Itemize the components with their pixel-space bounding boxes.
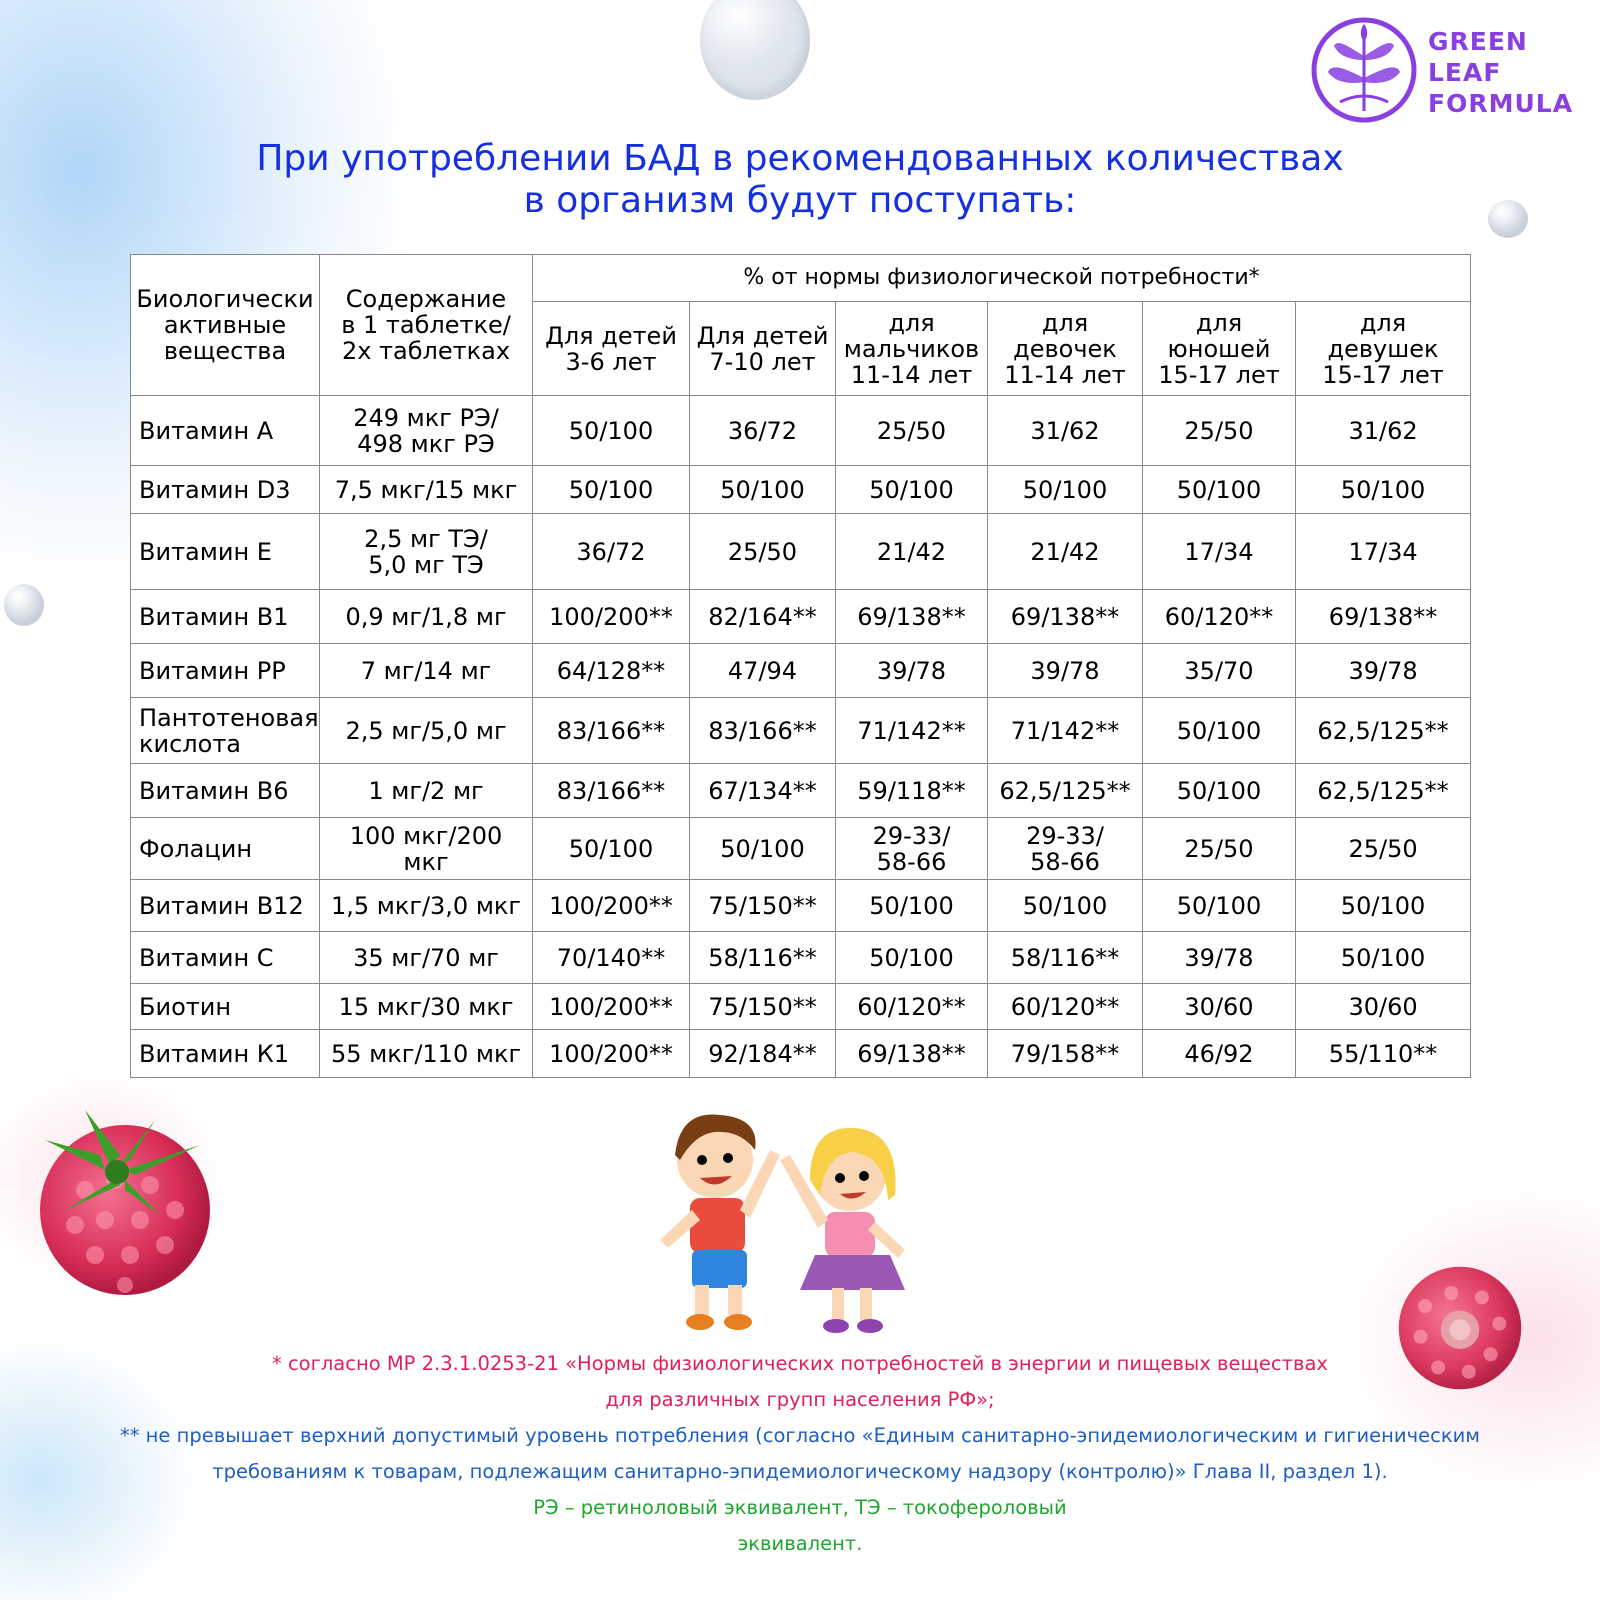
content-cell (320, 514, 533, 590)
percent-cell (988, 1030, 1143, 1078)
percent-cell (836, 1030, 988, 1078)
cell-line: 100/200** (549, 1039, 673, 1068)
cell-line: 75/150** (708, 992, 817, 1021)
cell-line: 50/100 (568, 475, 654, 504)
header-line: девочек (1013, 334, 1117, 363)
percent-cell (533, 1030, 690, 1078)
cell-line: Биотин (139, 992, 232, 1021)
table-row (131, 396, 1471, 466)
cell-line: 50/100 (720, 834, 805, 863)
content-cell (320, 1030, 533, 1078)
cell-line: 64/128** (556, 656, 666, 685)
cell-line: 50/100 (869, 475, 954, 504)
brand-name (1428, 26, 1573, 119)
girl-figure (780, 1128, 905, 1333)
table-row (131, 764, 1471, 818)
table-row (131, 818, 1471, 880)
cell-line: 249 мкг РЭ/ (353, 403, 499, 432)
footnote-line: ** не превышает верхний допустимый уровень потребления (согласно «Единым санитарно-эпидемиологическим и гигиеническим (119, 1424, 1480, 1447)
percent-cell (1143, 932, 1296, 984)
percent-cell (988, 466, 1143, 514)
percent-cell (690, 880, 836, 932)
cell-line: 5,0 мг ТЭ (368, 550, 484, 579)
header-line: 15-17 лет (1158, 360, 1280, 389)
percent-cell (533, 764, 690, 818)
header-line: Содержание (345, 285, 507, 313)
header-group (988, 302, 1143, 396)
cell-line: 50/100 (1340, 475, 1426, 504)
percent-cell (1143, 818, 1296, 880)
cell-line: 1,5 мкг/3,0 мкг (330, 891, 522, 920)
percent-cell (1143, 1030, 1296, 1078)
substance-cell (131, 514, 320, 590)
cell-line: Фолацин (139, 834, 253, 863)
percent-cell (988, 764, 1143, 818)
table-row (131, 932, 1471, 984)
cell-line: 100 мкг/200 мкг (349, 821, 503, 876)
cell-line: 30/60 (1348, 992, 1418, 1021)
cell-line: 50/100 (1022, 891, 1108, 920)
cell-line: 498 мкг РЭ (357, 429, 495, 458)
cell-line: 39/78 (876, 656, 947, 685)
cell-line: 75/150** (708, 891, 817, 920)
footnote-line: РЭ – ретиноловый эквивалент, ТЭ – токофероловый (533, 1496, 1067, 1519)
brand-word: GREEN (1428, 27, 1528, 56)
percent-cell (836, 932, 988, 984)
cell-line: 46/92 (1184, 1039, 1254, 1068)
cell-line: 7 мг/14 мг (360, 656, 492, 685)
cell-line: 30/60 (1184, 992, 1254, 1021)
cell-line: 21/42 (1030, 537, 1100, 566)
cell-line: 21/42 (876, 537, 947, 566)
cell-line: 17/34 (1348, 537, 1418, 566)
footnotes (0, 1346, 1600, 1562)
substance-cell (131, 984, 320, 1030)
substance-cell (131, 644, 320, 698)
header-line: 3-6 лет (565, 347, 657, 376)
nutrient-table (130, 254, 1471, 1078)
footnote-line: эквивалент. (737, 1532, 863, 1555)
cell-line: 58-66 (1030, 847, 1100, 876)
boy-figure (660, 1115, 780, 1331)
water-drop-decoration (700, 0, 810, 100)
percent-cell (1143, 644, 1296, 698)
substance-cell (131, 764, 320, 818)
percent-cell (1296, 514, 1471, 590)
percent-cell (988, 514, 1143, 590)
page-title (100, 138, 1500, 222)
cell-line: 83/166** (556, 716, 666, 745)
percent-cell (690, 984, 836, 1030)
cell-line: 58/116** (1010, 943, 1120, 972)
cell-line: 69/138** (857, 1039, 966, 1068)
header-group (1143, 302, 1296, 396)
cell-line: 100/200** (549, 992, 673, 1021)
cell-line: 50/100 (869, 891, 954, 920)
percent-cell (836, 698, 988, 764)
cell-line: 62,5/125** (999, 776, 1131, 805)
water-drop-decoration (4, 584, 44, 626)
percent-cell (836, 984, 988, 1030)
cell-line: 39/78 (1030, 656, 1100, 685)
cell-line: 55 мкг/110 мкг (330, 1039, 522, 1068)
cell-line: 50/100 (869, 943, 954, 972)
percent-cell (836, 466, 988, 514)
cell-line: 100/200** (549, 891, 673, 920)
cell-line: 35 мг/70 мг (353, 943, 499, 972)
cell-line: 25/50 (1184, 416, 1254, 445)
percent-cell (988, 698, 1143, 764)
header-line: мальчиков (843, 334, 980, 363)
header-line: Биологически (136, 285, 314, 313)
percent-cell (988, 644, 1143, 698)
cell-line: 17/34 (1184, 537, 1254, 566)
substance-cell (131, 396, 320, 466)
content-cell (320, 880, 533, 932)
percent-cell (988, 590, 1143, 644)
percent-cell (836, 818, 988, 880)
cell-line: 1 мг/2 мг (368, 776, 484, 805)
header-group (1296, 302, 1471, 396)
header-percent: % от нормы физиологической потребности* (533, 255, 1471, 302)
leaf-logo-icon (1310, 16, 1418, 124)
cell-line: Витамин D3 (139, 475, 291, 504)
cell-line: кислота (139, 729, 241, 758)
cell-line: 60/120** (1010, 992, 1120, 1021)
percent-cell (1143, 984, 1296, 1030)
brand-logo (1310, 16, 1590, 124)
percent-cell (988, 396, 1143, 466)
header-line: для (1359, 308, 1407, 337)
cell-line: 55/110** (1328, 1039, 1438, 1068)
header-line: для (1041, 308, 1089, 337)
percent-cell (690, 590, 836, 644)
cell-line: 71/142** (857, 716, 966, 745)
cell-line: Витамин К1 (139, 1039, 290, 1068)
title-line: При употреблении БАД в рекомендованных количествах (256, 138, 1344, 179)
substance-cell (131, 698, 320, 764)
table-row (131, 1030, 1471, 1078)
percent-cell (988, 984, 1143, 1030)
header-line: 11-14 лет (1004, 360, 1126, 389)
percent-cell (533, 932, 690, 984)
table-row (131, 590, 1471, 644)
table-row (131, 698, 1471, 764)
percent-cell (1296, 396, 1471, 466)
brand-word: FORMULA (1428, 89, 1574, 118)
header-group (533, 302, 690, 396)
cell-line: 0,9 мг/1,8 мг (345, 602, 507, 631)
footnote-line: * согласно МР 2.3.1.0253-21 «Нормы физиологических потребностей в энергии и пищевых веществах (272, 1352, 1328, 1375)
percent-cell (533, 984, 690, 1030)
cell-line: 62,5/125** (1317, 776, 1449, 805)
cell-line: 82/164** (708, 602, 817, 631)
percent-cell (836, 396, 988, 466)
substance-cell (131, 1030, 320, 1078)
header-line: для (1195, 308, 1243, 337)
percent-cell (1143, 396, 1296, 466)
table-row (131, 880, 1471, 932)
cell-line: 35/70 (1184, 656, 1254, 685)
cell-line: 50/100 (1176, 475, 1262, 504)
table-row (131, 466, 1471, 514)
substance-cell (131, 818, 320, 880)
percent-cell (1143, 466, 1296, 514)
cell-line: 71/142** (1010, 716, 1120, 745)
cell-line: 25/50 (1184, 834, 1254, 863)
header-line: 2х таблетках (341, 337, 511, 365)
percent-cell (690, 466, 836, 514)
content-cell (320, 764, 533, 818)
cell-line: Витамин В12 (139, 891, 304, 920)
percent-cell (1296, 932, 1471, 984)
cell-line: 100/200** (549, 602, 673, 631)
cell-line: 69/138** (1328, 602, 1438, 631)
cell-line: 36/72 (727, 416, 798, 445)
content-cell (320, 932, 533, 984)
percent-cell (690, 514, 836, 590)
substance-cell (131, 932, 320, 984)
content-cell (320, 644, 533, 698)
header-line: 15-17 лет (1322, 360, 1444, 389)
cell-line: 58-66 (876, 847, 947, 876)
cell-line: 29-33/ (1026, 821, 1104, 850)
cell-line: 50/100 (568, 416, 654, 445)
percent-cell (836, 590, 988, 644)
cell-line: 69/138** (857, 602, 966, 631)
header-line: Для детей (696, 321, 829, 350)
content-cell (320, 818, 533, 880)
cell-line: 50/100 (1340, 891, 1426, 920)
percent-cell (1296, 818, 1471, 880)
footnote-line: требованиям к товарам, подлежащим санитарно-эпидемиологическому надзору (контролю)» Глава II, раздел 1). (212, 1460, 1388, 1483)
percent-cell (1296, 644, 1471, 698)
header-line: в 1 таблетке/ (341, 311, 511, 339)
cell-line: 60/120** (1164, 602, 1274, 631)
percent-cell (1296, 764, 1471, 818)
content-cell (320, 984, 533, 1030)
percent-cell (988, 932, 1143, 984)
cell-line: 59/118** (857, 776, 966, 805)
percent-cell (533, 514, 690, 590)
cell-line: 70/140** (556, 943, 666, 972)
content-cell (320, 396, 533, 466)
percent-cell (1296, 880, 1471, 932)
percent-cell (533, 698, 690, 764)
cell-line: 7,5 мкг/15 мкг (334, 475, 518, 504)
percent-cell (836, 880, 988, 932)
percent-cell (690, 1030, 836, 1078)
cell-line: Витамин Е (139, 537, 272, 566)
cell-line: 50/100 (1022, 475, 1108, 504)
cell-line: 79/158** (1010, 1039, 1120, 1068)
cell-line: 39/78 (1348, 656, 1418, 685)
cell-line: 62,5/125** (1317, 716, 1449, 745)
raspberry-icon (25, 1100, 225, 1300)
percent-cell (1143, 698, 1296, 764)
percent-cell (533, 396, 690, 466)
cell-line: Пантотеновая (139, 703, 319, 732)
table-body (131, 396, 1471, 1078)
content-cell (320, 590, 533, 644)
percent-cell (1296, 984, 1471, 1030)
percent-cell (690, 764, 836, 818)
percent-cell (988, 880, 1143, 932)
percent-cell (1296, 1030, 1471, 1078)
header-line: активные (163, 311, 287, 339)
content-cell (320, 698, 533, 764)
cell-line: 50/100 (568, 834, 654, 863)
cell-line: Витамин РР (139, 656, 286, 685)
cell-line: 67/134** (708, 776, 817, 805)
table-row (131, 514, 1471, 590)
table-row (131, 984, 1471, 1030)
percent-cell (690, 644, 836, 698)
percent-cell (533, 590, 690, 644)
percent-cell (690, 932, 836, 984)
cell-line: 92/184** (708, 1039, 817, 1068)
title-line: в организм будут поступать: (523, 180, 1077, 221)
cell-line: 60/120** (857, 992, 966, 1021)
substance-cell (131, 466, 320, 514)
cell-line: 29-33/ (872, 821, 951, 850)
cell-line: 50/100 (1176, 716, 1262, 745)
percent-cell (533, 644, 690, 698)
cell-line: 69/138** (1010, 602, 1120, 631)
cell-line: 31/62 (1348, 416, 1418, 445)
header-line: вещества (163, 337, 287, 365)
cell-line: 31/62 (1030, 416, 1100, 445)
cell-line: Витамин А (139, 416, 274, 445)
percent-cell (1296, 466, 1471, 514)
percent-cell (690, 396, 836, 466)
cell-line: 50/100 (1176, 776, 1262, 805)
header-content (320, 255, 533, 396)
table-row (131, 644, 1471, 698)
percent-cell (836, 644, 988, 698)
cell-line: 50/100 (720, 475, 805, 504)
percent-cell (1143, 880, 1296, 932)
percent-cell (1143, 764, 1296, 818)
cell-line: 83/166** (556, 776, 666, 805)
brand-word: LEAF (1428, 58, 1502, 87)
substance-cell (131, 880, 320, 932)
percent-cell (1296, 698, 1471, 764)
cell-line: 36/72 (576, 537, 646, 566)
cell-line: 25/50 (727, 537, 798, 566)
percent-cell (1143, 514, 1296, 590)
header-line: для (888, 308, 935, 337)
substance-cell (131, 590, 320, 644)
cell-line: 15 мкг/30 мкг (338, 992, 514, 1021)
dancing-children-illustration (620, 1100, 980, 1340)
cell-line: 25/50 (1348, 834, 1418, 863)
header-line: 11-14 лет (850, 360, 973, 389)
percent-cell (1296, 590, 1471, 644)
percent-cell (690, 698, 836, 764)
cell-line: 50/100 (1176, 891, 1262, 920)
percent-cell (690, 818, 836, 880)
cell-line: Витамин С (139, 943, 274, 972)
header-line: девушек (1327, 334, 1439, 363)
header-group (836, 302, 988, 396)
header-line: Для детей (545, 321, 677, 350)
percent-cell (533, 880, 690, 932)
percent-cell (836, 514, 988, 590)
percent-cell (836, 764, 988, 818)
cell-line: 50/100 (1340, 943, 1426, 972)
cell-line: 39/78 (1184, 943, 1254, 972)
header-group (690, 302, 836, 396)
header-line: юношей (1167, 334, 1271, 363)
cell-line: 58/116** (708, 943, 817, 972)
header-line: 7-10 лет (709, 347, 816, 376)
percent-cell (1143, 590, 1296, 644)
cell-line: 83/166** (708, 716, 817, 745)
percent-cell (533, 818, 690, 880)
cell-line: Витамин В6 (139, 776, 289, 805)
cell-line: 2,5 мг ТЭ/ (364, 524, 488, 553)
percent-cell (533, 466, 690, 514)
cell-line: 47/94 (727, 656, 798, 685)
percent-cell (988, 818, 1143, 880)
cell-line: Витамин В1 (139, 602, 289, 631)
cell-line: 2,5 мг/5,0 мг (345, 716, 507, 745)
header-substance (131, 255, 320, 396)
content-cell (320, 466, 533, 514)
cell-line: 25/50 (876, 416, 947, 445)
footnote-line: для различных групп населения РФ»; (605, 1388, 995, 1411)
